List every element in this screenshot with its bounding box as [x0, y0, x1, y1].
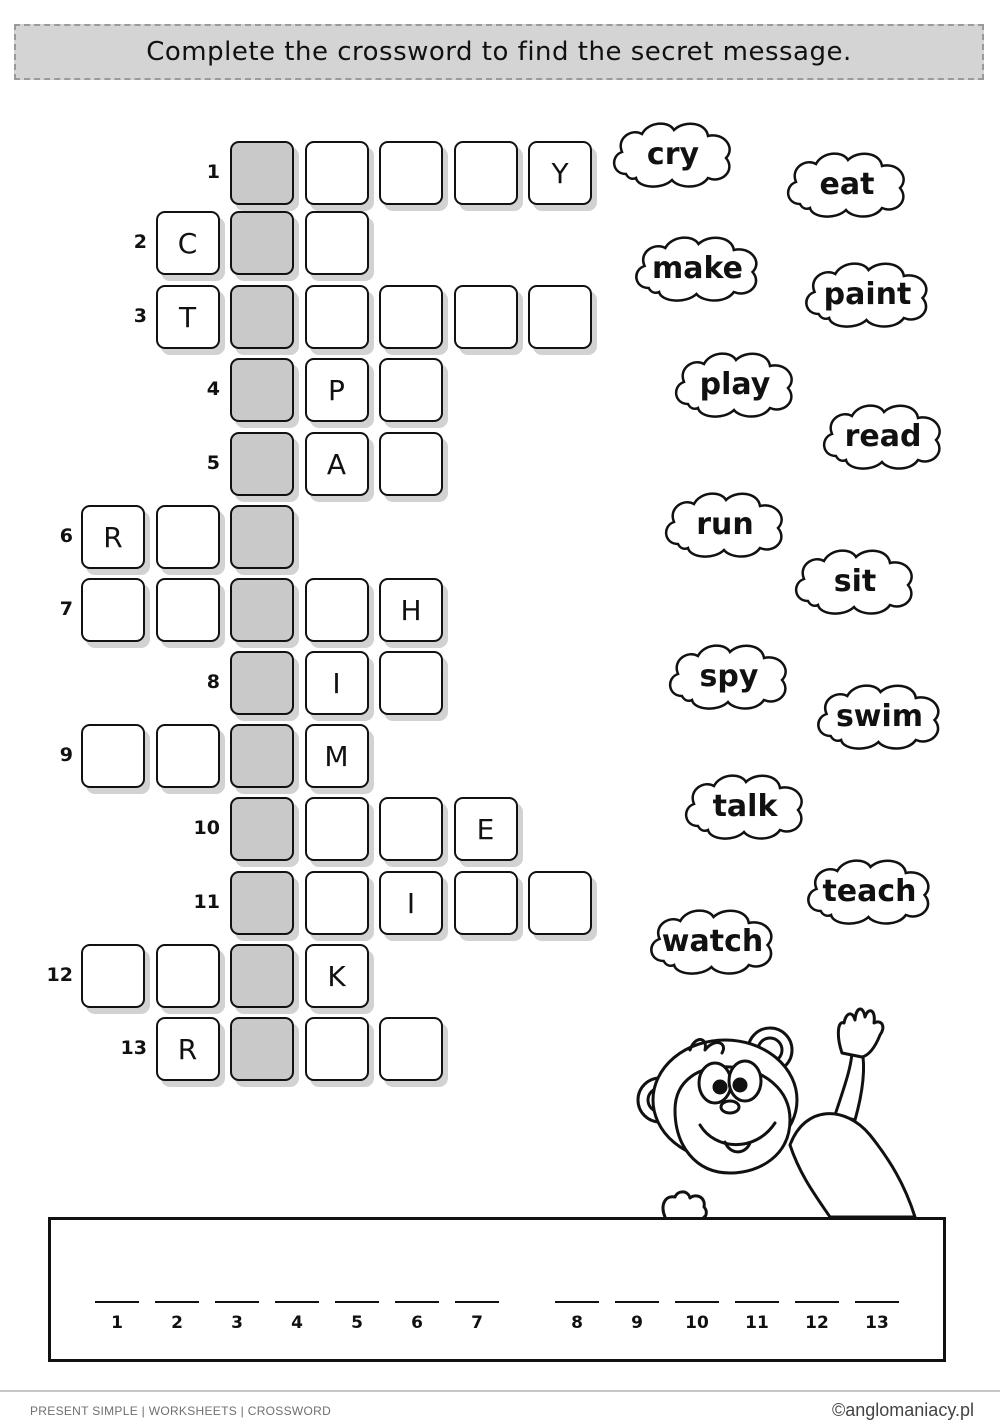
word-label: spy [699, 658, 759, 694]
answer-blank-line [395, 1301, 439, 1303]
answer-slot[interactable] [555, 1301, 599, 1333]
row-number-10: 10 [193, 817, 220, 839]
crossword-cell[interactable]: R [81, 505, 145, 569]
row-number-1: 1 [206, 161, 220, 183]
word-cloud-sit [790, 545, 920, 617]
crossword-cell[interactable] [81, 578, 145, 642]
crossword-cell[interactable] [81, 944, 145, 1008]
word-label: sit [833, 563, 877, 599]
crossword-cell[interactable] [230, 944, 294, 1008]
crossword-cell[interactable] [454, 871, 518, 935]
word-cloud-paint [800, 258, 935, 330]
footer-right-text: ©anglomaniacy.pl [831, 1400, 974, 1420]
word-label: eat [819, 166, 875, 202]
answer-slot-number: 11 [745, 1313, 769, 1333]
monkey-illustration [630, 995, 950, 1235]
crossword-cell[interactable] [305, 211, 369, 275]
answer-blank-line [735, 1301, 779, 1303]
crossword-cell[interactable] [305, 285, 369, 349]
word-cloud-spy [664, 640, 794, 712]
answer-slot[interactable] [675, 1301, 719, 1333]
row-number-5: 5 [206, 452, 220, 474]
answer-blank-line [275, 1301, 319, 1303]
crossword-cell[interactable] [230, 871, 294, 935]
crossword-cell[interactable] [156, 724, 220, 788]
crossword-cell[interactable] [528, 285, 592, 349]
crossword-cell[interactable] [230, 432, 294, 496]
crossword-cell[interactable] [230, 141, 294, 205]
row-number-7: 7 [59, 598, 73, 620]
crossword-cell[interactable] [305, 141, 369, 205]
row-number-13: 13 [120, 1037, 147, 1059]
crossword-cell[interactable] [230, 211, 294, 275]
answer-slot-number: 7 [471, 1313, 483, 1333]
crossword-cell[interactable] [230, 651, 294, 715]
answer-slot[interactable] [855, 1301, 899, 1333]
answer-blank-line [455, 1301, 499, 1303]
row-number-8: 8 [206, 671, 220, 693]
answer-slot-number: 1 [111, 1313, 123, 1333]
crossword-cell[interactable]: H [379, 578, 443, 642]
answer-slot-number: 2 [171, 1313, 183, 1333]
word-label: cry [646, 136, 700, 172]
answer-slot[interactable] [795, 1301, 839, 1333]
crossword-cell[interactable] [230, 505, 294, 569]
word-cloud-play [670, 348, 800, 420]
word-label: teach [822, 873, 917, 909]
crossword-cell[interactable] [305, 578, 369, 642]
row-number-4: 4 [206, 378, 220, 400]
crossword-cell[interactable] [230, 285, 294, 349]
crossword-cell[interactable]: Y [528, 141, 592, 205]
crossword-cell[interactable] [156, 944, 220, 1008]
answer-slot-number: 9 [631, 1313, 643, 1333]
crossword-cell[interactable] [379, 432, 443, 496]
instruction-text: Complete the crossword to find the secret message. [146, 37, 852, 67]
crossword-cell[interactable] [379, 1017, 443, 1081]
crossword-cell[interactable] [454, 285, 518, 349]
word-cloud-run [660, 488, 790, 560]
row-number-2: 2 [133, 231, 147, 253]
word-label: watch [661, 923, 764, 959]
crossword-cell[interactable] [156, 505, 220, 569]
instruction-banner [14, 24, 984, 80]
crossword-cell[interactable]: P [305, 358, 369, 422]
answer-blank-line [335, 1301, 379, 1303]
crossword-cell[interactable]: I [379, 871, 443, 935]
word-label: make [652, 250, 743, 286]
crossword-cell[interactable] [305, 1017, 369, 1081]
answer-slot[interactable] [335, 1301, 379, 1333]
word-cloud-cry [608, 118, 738, 190]
crossword-cell[interactable] [379, 358, 443, 422]
crossword-cell[interactable] [81, 724, 145, 788]
word-cloud-eat [782, 148, 912, 220]
answer-blank-line [615, 1301, 659, 1303]
answer-blank-line [155, 1301, 199, 1303]
answer-slot[interactable] [155, 1301, 199, 1333]
answer-slot[interactable] [275, 1301, 319, 1333]
crossword-cell[interactable]: A [305, 432, 369, 496]
answer-blank-line [95, 1301, 139, 1303]
answer-slot-number: 12 [805, 1313, 829, 1333]
answer-slot-number: 4 [291, 1313, 303, 1333]
word-cloud-read [818, 400, 948, 472]
footer-left-text: PRESENT SIMPLE | WORKSHEETS | CROSSWORD [30, 1404, 332, 1418]
word-label: talk [712, 788, 778, 824]
row-number-12: 12 [46, 964, 73, 986]
answer-slot[interactable] [455, 1301, 499, 1333]
word-label: run [696, 506, 754, 542]
crossword-cell[interactable] [379, 285, 443, 349]
secret-message-box [48, 1217, 946, 1362]
row-number-9: 9 [59, 744, 73, 766]
row-number-6: 6 [59, 525, 73, 547]
crossword-cell[interactable] [230, 358, 294, 422]
crossword-cell[interactable] [230, 724, 294, 788]
answer-blank-line [555, 1301, 599, 1303]
crossword-cell[interactable] [379, 141, 443, 205]
word-cloud-swim [812, 680, 947, 752]
answer-slot-number: 13 [865, 1313, 889, 1333]
crossword-cell[interactable]: R [156, 1017, 220, 1081]
answer-slot-number: 3 [231, 1313, 243, 1333]
crossword-cell[interactable]: E [454, 797, 518, 861]
crossword-cell[interactable]: I [305, 651, 369, 715]
row-number-11: 11 [193, 891, 220, 913]
crossword-cell[interactable]: M [305, 724, 369, 788]
crossword-cell[interactable] [230, 1017, 294, 1081]
answer-blank-line [795, 1301, 839, 1303]
word-label: swim [835, 698, 924, 734]
crossword-cell[interactable] [230, 797, 294, 861]
row-number-3: 3 [133, 305, 147, 327]
crossword-cell[interactable] [454, 141, 518, 205]
word-label: paint [823, 276, 912, 312]
word-cloud-talk [680, 770, 810, 842]
answer-slot[interactable] [95, 1301, 139, 1333]
word-cloud-make [630, 232, 765, 304]
answer-slot[interactable] [215, 1301, 259, 1333]
footer-divider [0, 1390, 1000, 1392]
crossword-cell[interactable] [379, 651, 443, 715]
crossword-cell[interactable] [305, 871, 369, 935]
answer-slot[interactable] [615, 1301, 659, 1333]
answer-slot-number: 6 [411, 1313, 423, 1333]
word-cloud-watch [645, 905, 780, 977]
crossword-cell[interactable]: T [156, 285, 220, 349]
answer-slot[interactable] [395, 1301, 439, 1333]
answer-slot-number: 5 [351, 1313, 363, 1333]
answer-slot[interactable] [735, 1301, 779, 1333]
crossword-cell[interactable] [305, 797, 369, 861]
word-label: read [844, 418, 922, 454]
crossword-cell[interactable] [230, 578, 294, 642]
word-cloud-teach [802, 855, 937, 927]
answer-blank-line [215, 1301, 259, 1303]
answer-slot-number: 10 [685, 1313, 709, 1333]
word-label: play [699, 366, 771, 402]
crossword-cell[interactable]: C [156, 211, 220, 275]
answer-slot-number: 8 [571, 1313, 583, 1333]
crossword-cell[interactable] [528, 871, 592, 935]
crossword-cell[interactable] [379, 797, 443, 861]
crossword-cell[interactable] [156, 578, 220, 642]
crossword-cell[interactable]: K [305, 944, 369, 1008]
answer-blank-line [675, 1301, 719, 1303]
answer-blank-line [855, 1301, 899, 1303]
